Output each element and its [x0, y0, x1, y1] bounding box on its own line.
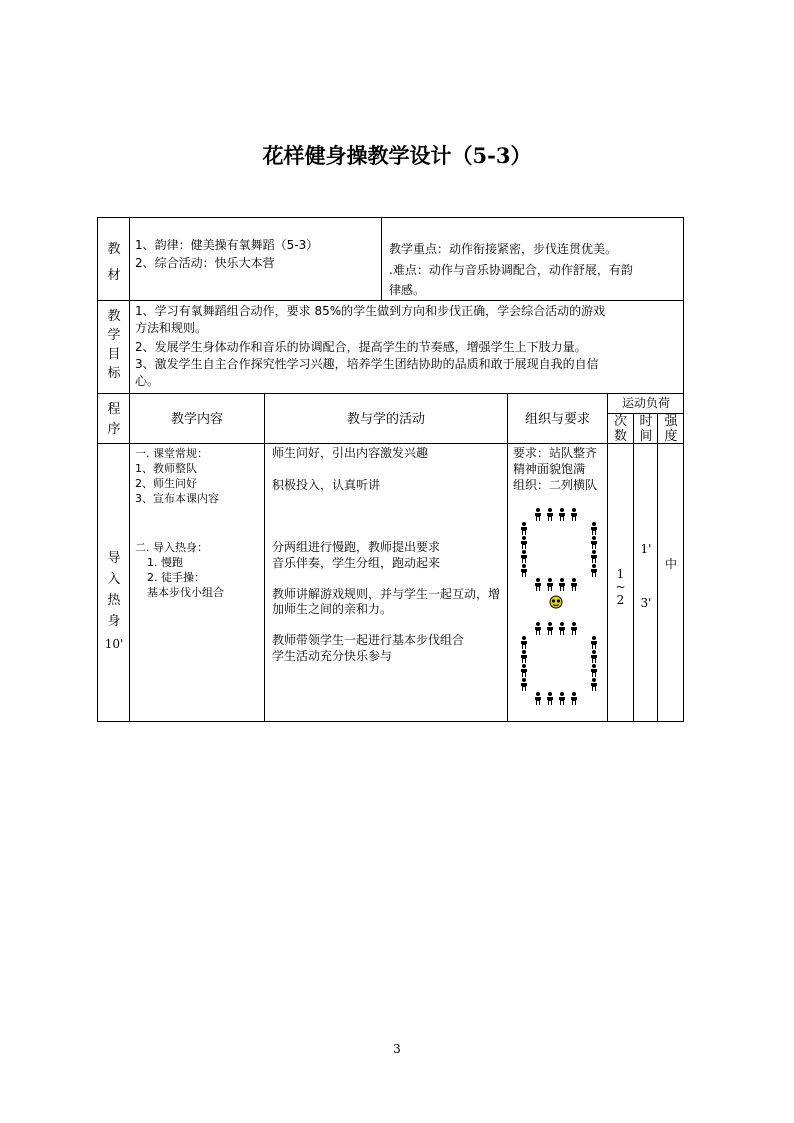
student-icon: [545, 578, 555, 591]
activity-4a: 教师讲解游戏规则，并与学生一起互动，增: [272, 587, 501, 601]
intensity-value: 中: [664, 557, 677, 571]
material-item-1: 1、韵律：健美操有氧舞蹈（5-3）: [135, 238, 319, 252]
objective-line-2: 方法和规则。: [135, 321, 208, 335]
org-2: 精神面貌饱满: [513, 462, 586, 476]
content-a-4: 3、宣布本课内容: [135, 492, 219, 505]
activity-3b: 音乐伴奏，学生分组，跑动起来: [272, 556, 441, 570]
activity-2: 积极投入，认真听讲: [272, 478, 381, 492]
activity-5b: 学生活动充分快乐参与: [272, 649, 393, 663]
student-icon: [557, 692, 567, 705]
key-point: 教学重点：动作衔接紧密，步伐连贯优美。: [389, 242, 618, 256]
student-icon: [519, 550, 529, 563]
student-icon: [545, 622, 555, 635]
student-icon: [533, 508, 543, 521]
student-icon: [519, 636, 529, 649]
student-icon: [557, 508, 567, 521]
objective-line-3: 2、发展学生身体动作和音乐的协调配合，提高学生的节奏感，增强学生上下肢力量。: [135, 340, 587, 354]
activity-header: 教与学的活动: [346, 412, 425, 427]
student-icon: [557, 622, 567, 635]
content-a-3: 2、师生问好: [135, 477, 197, 490]
org-1: 要求：站队整齐: [513, 446, 598, 460]
objectives-label: 教 学 目 标: [107, 309, 121, 381]
content-header: 教学内容: [170, 412, 223, 427]
duration-header: 时 间: [639, 414, 653, 444]
student-icon: [569, 508, 579, 521]
difficulty-line-1: .难点：动作与音乐协调配合，动作舒展，有韵: [389, 263, 633, 277]
activity-5a: 教师带领学生一起进行基本步伐组合: [272, 633, 465, 647]
content-a-1: 一. 课堂常规：: [135, 447, 208, 460]
intensity-header: 强 度: [664, 414, 678, 444]
student-icon: [533, 692, 543, 705]
student-icon: [589, 678, 599, 691]
material-label: 教 材: [107, 242, 121, 283]
times-value: 1 ~ 2: [615, 567, 626, 607]
content-b-4: 基本步伐小组合: [147, 586, 224, 599]
student-icon: [589, 522, 599, 535]
student-icon: [519, 650, 529, 663]
time-value-2: 3': [640, 596, 652, 610]
section-duration: 10': [104, 637, 124, 651]
student-icon: [569, 692, 579, 705]
objective-line-5: 心。: [135, 374, 160, 388]
material-item-2: 2、综合活动：快乐大本营: [135, 256, 275, 270]
content-b-2: 1. 慢跑: [147, 556, 183, 569]
student-icon: [589, 664, 599, 677]
objective-line-1: 1、学习有氧舞蹈组合动作，要求 85%的学生做到方向和步伐正确，学会综合活动的游戏: [135, 304, 606, 318]
student-icon: [589, 536, 599, 549]
section-label: 导 入 热 身: [107, 551, 121, 629]
time-value-1: 1': [640, 542, 652, 556]
student-icon: [589, 564, 599, 577]
activity-4b: 加师生之间的亲和力。: [272, 602, 393, 616]
objective-line-4: 3、激发学生自主合作探究性学习兴趣，培养学生团结协助的品质和敢于展现自我的自信: [135, 357, 599, 371]
student-icon: [519, 564, 529, 577]
student-icon: [545, 508, 555, 521]
student-icon: [589, 636, 599, 649]
teacher-icon: [549, 595, 563, 609]
student-icon: [519, 678, 529, 691]
organization-header: 组织与要求: [524, 412, 590, 427]
page-number: 3: [393, 1042, 401, 1056]
org-3: 组织：二列横队: [513, 478, 598, 492]
student-icon: [545, 692, 555, 705]
load-header: 运动负荷: [621, 396, 670, 410]
formation-diagram: [509, 506, 607, 716]
student-icon: [519, 536, 529, 549]
activity-3a: 分两组进行慢跑，教师提出要求: [272, 540, 441, 554]
content-a-2: 1、教师整队: [135, 462, 197, 475]
student-icon: [569, 578, 579, 591]
page-title: 花样健身操教学设计（5-3）: [262, 143, 532, 168]
student-icon: [589, 650, 599, 663]
student-icon: [533, 622, 543, 635]
student-icon: [557, 578, 567, 591]
procedure-header: 程 序: [107, 402, 121, 437]
student-icon: [533, 578, 543, 591]
student-icon: [569, 622, 579, 635]
student-icon: [589, 550, 599, 563]
activity-1: 师生问好，引出内容激发兴趣: [272, 446, 429, 460]
student-icon: [519, 664, 529, 677]
content-b-3: 2. 徒手操：: [147, 571, 205, 584]
student-icon: [519, 522, 529, 535]
content-b-1: 二. 导入热身：: [135, 541, 208, 554]
times-header: 次 数: [613, 414, 627, 444]
difficulty-line-2: 律感。: [389, 283, 426, 297]
